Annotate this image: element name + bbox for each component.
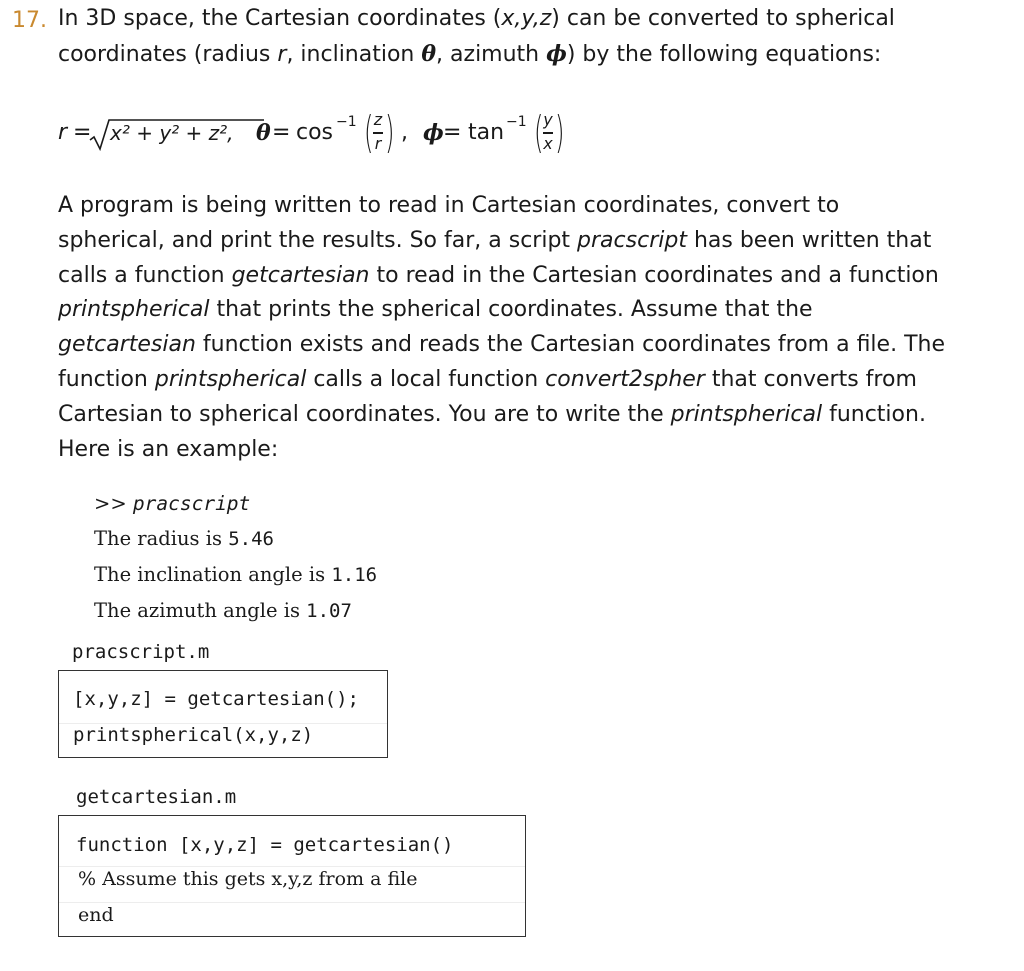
console-example xyxy=(94,486,377,629)
eq-cos-num: z xyxy=(373,110,383,129)
eq-tan-den: x xyxy=(543,134,553,153)
eq-equals-2: = xyxy=(272,120,291,145)
file-label-pracscript: pracscript.m xyxy=(72,641,210,663)
console-command: pracscript xyxy=(132,492,251,515)
console-command-line xyxy=(94,486,377,521)
eq-equals-1: = xyxy=(73,120,92,145)
eq-cos-lparen: ( xyxy=(364,107,374,158)
eq-cos-inverse: −1 xyxy=(336,114,357,130)
eq-theta: θ xyxy=(256,120,271,146)
eq-tan: tan xyxy=(468,120,505,145)
console-output-azimuth: The azimuth angle is 1.07 xyxy=(94,599,352,622)
question-number: 17. xyxy=(12,8,47,33)
eq-cos-rparen: ) xyxy=(385,107,395,158)
code-box-getcartesian xyxy=(58,815,526,937)
eq-phi: ϕ xyxy=(423,120,444,146)
eq-cos: cos xyxy=(296,120,334,145)
intro-paragraph: In 3D space, the Cartesian coordinates (x,y,z) can be converted to spherical coordinates (radius r, inclination θ, azimuth ϕ) by the following equations: xyxy=(58,6,895,67)
eq-tan-lparen: ( xyxy=(534,107,544,158)
code-line: [x,y,z] = getcartesian(); xyxy=(73,688,359,710)
code-line: printspherical(x,y,z) xyxy=(73,724,314,746)
code-line-divider xyxy=(59,902,525,903)
eq-comma: , xyxy=(401,120,408,145)
console-output-radius: The radius is 5.46 xyxy=(94,527,274,550)
file-label-getcartesian: getcartesian.m xyxy=(76,786,237,808)
problem-description: A program is being written to read in Cartesian coordinates, convert to spherical, and print the results. So far, a script pracscript has been written that calls a function getcartesian to read in the Cartesian coordinates and a function printspherical that prints the spherical coordinates. Assume that the getcartesian function exists and reads the Cartesian coordinates from a file. The function printspherical calls a local function convert2spher that converts from Cartesian to spherical coordinates. You are to write the printspherical function. Here is an example: xyxy=(58,193,945,462)
console-prompt: >> xyxy=(94,492,127,515)
code-line: function [x,y,z] = getcartesian() xyxy=(76,834,454,856)
eq-tan-num: y xyxy=(543,110,553,129)
eq-cos-den: r xyxy=(374,134,382,153)
code-box-pracscript xyxy=(58,670,388,758)
code-line: % Assume this gets x,y,z from a file xyxy=(78,868,418,890)
code-line-divider xyxy=(59,866,525,867)
eq-tan-inverse: −1 xyxy=(506,114,527,130)
eq-tan-rparen: ) xyxy=(555,107,565,158)
code-line: end xyxy=(78,904,114,926)
eq-r-lhs: r xyxy=(58,120,68,145)
console-output-inclination: The inclination angle is 1.16 xyxy=(94,563,378,586)
eq-sqrt-body: x² + y² + z², xyxy=(110,121,234,145)
eq-equals-3: = xyxy=(443,120,462,145)
